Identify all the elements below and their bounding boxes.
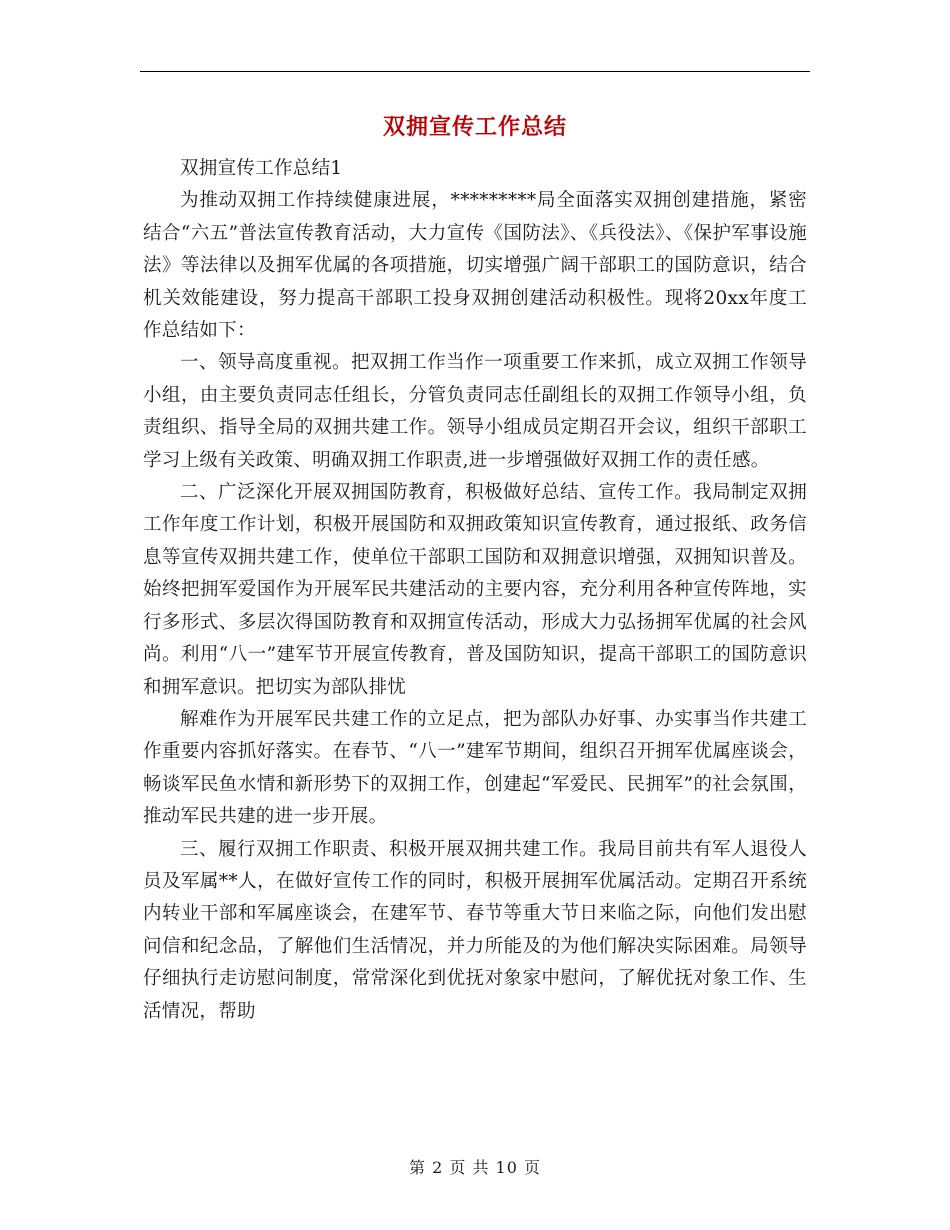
subtitle-paragraph: 双拥宣传工作总结1 xyxy=(180,158,343,179)
body-paragraph: 为推动双拥工作持续健康进展，*********局全面落实双拥创建措施，紧密结合“六五”普法宣传教育活动，大力宣传《国防法》、《兵役法》、《保护军事设施法》等法律以及拥军优属的各项措施，切实增强广阔干部职工的国防意识，结合机关效能建设，努力提高干部职工投身双拥创建活动积极性。现将20xx年度工作总结如下： xyxy=(143,190,807,342)
document-body xyxy=(143,153,807,1028)
body-paragraph: 一、领导高度重视。把双拥工作当作一项重要工作来抓，成立双拥工作领导小组，由主要负责同志任组长，分管负责同志任副组长的双拥工作领导小组，负责组织、指导全局的双拥共建工作。领导小组成员定期召开会议，组织干部职工学习上级有关政策、明确双拥工作职责,进一步增强做好双拥工作的责任感。 xyxy=(143,352,807,471)
header-rule xyxy=(140,71,810,72)
body-paragraph: 解难作为开展军民共建工作的立足点，把为部队办好事、办实事当作共建工作重要内容抓好落实。在春节、“八一”建军节期间，组织召开拥军优属座谈会，畅谈军民鱼水情和新形势下的双拥工作，创建起“军爱民、民拥军”的社会氛围，推动军民共建的进一步开展。 xyxy=(143,708,807,828)
document-title: 双拥宣传工作总结 xyxy=(382,115,567,140)
page-number: 第 2 页 共 10 页 xyxy=(409,1158,541,1177)
body-paragraph: 二、广泛深化开展双拥国防教育，积极做好总结、宣传工作。我局制定双拥工作年度工作计划，积极开展国防和双拥政策知识宣传教育，通过报纸、政务信息等宣传双拥共建工作，使单位干部职工国防和双拥意识增强，双拥知识普及。始终把拥军爱国作为开展军民共建活动的主要内容，充分利用各种宣传阵地，实行多形式、多层次得国防教育和双拥宣传活动，形成大力弘扬拥军优属的社会风尚。利用“八一”建军节开展宣传教育，普及国防知识，提高干部职工的国防意识和拥军意识。把切实为部队排忧 xyxy=(143,482,807,698)
body-paragraph: 三、履行双拥工作职责、积极开展双拥共建工作。我局目前共有军人退役人员及军属**人，在做好宣传工作的同时，积极开展拥军优属活动。定期召开系统内转业干部和军属座谈会，在建军节、春节等重大节日来临之际，向他们发出慰问信和纪念品，了解他们生活情况，并力所能及的为他们解决实际困难。局领导仔细执行走访慰问制度，常常深化到优抚对象家中慰问，了解优抚对象工作、生活情况，帮助 xyxy=(143,838,807,1022)
